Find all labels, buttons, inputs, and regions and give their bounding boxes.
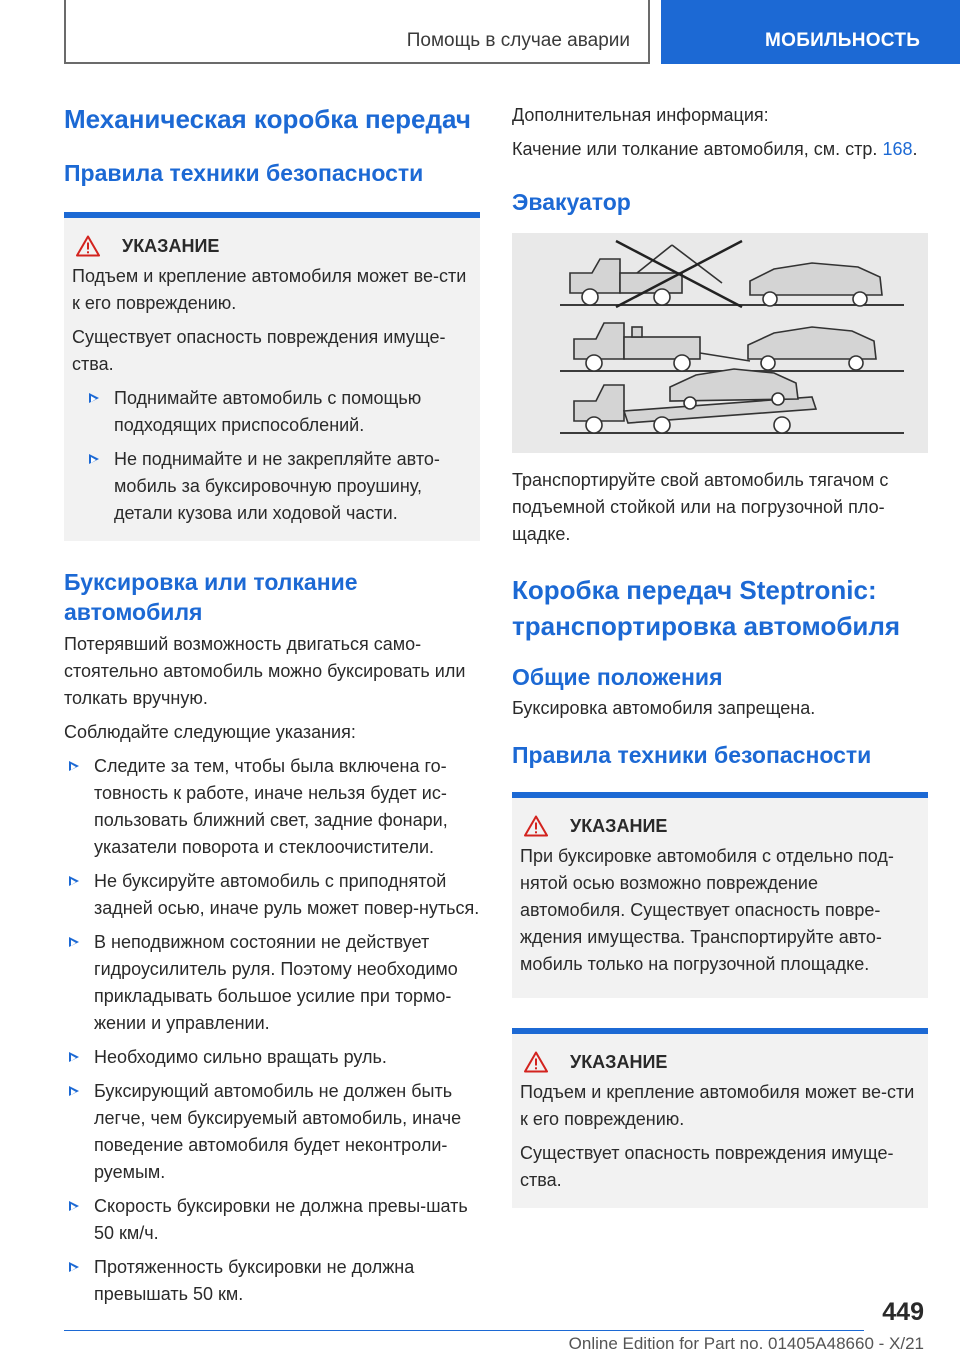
towing-instructions-lead: Соблюдайте следующие указания: bbox=[64, 722, 356, 742]
tow-truck-illustration bbox=[512, 233, 928, 453]
warning-bullet: Поднимайте автомобиль с помощью подходящих приспособлений. bbox=[84, 385, 472, 439]
warning-title bbox=[72, 235, 472, 257]
towing-bullet: Буксирующий автомобиль не должен быть легче, чем буксируемый автомобиль, иначе поведение автомобиля будет неконтроли-руемым. bbox=[64, 1078, 480, 1186]
warning-title bbox=[520, 1051, 920, 1073]
manual-gearbox-heading: Механическая коробка передач bbox=[64, 104, 471, 134]
warning-text-1: Подъем и крепление автомобиля может ве-сти к его повреждению. bbox=[72, 266, 467, 313]
footer-edition: Online Edition for Part no. 01405A48660 - X/21 bbox=[568, 1334, 924, 1353]
wrecker-text: Транспортируйте свой автомобиль тягачом с подъемной стойкой или на погрузочной пло-щадке. bbox=[512, 470, 889, 544]
towing-bullet: Не буксируйте автомобиль с приподнятой задней осью, иначе руль может повер-нуться. bbox=[64, 868, 480, 922]
header-chapter-label: МОБИЛЬНОСТЬ bbox=[765, 30, 921, 51]
towing-bullet: Скорость буксировки не должна превы-шать 50 км/ч. bbox=[64, 1193, 480, 1247]
warning-text-1: Подъем и крепление автомобиля может ве-сти к его повреждению. bbox=[520, 1082, 915, 1129]
warning-label: УКАЗАНИЕ bbox=[122, 235, 220, 256]
wrecker-heading: Эвакуатор bbox=[512, 189, 631, 215]
safety-rules-heading-right: Правила техники безопасности bbox=[512, 742, 872, 768]
warning-label: УКАЗАНИЕ bbox=[570, 815, 668, 836]
warning-text: При буксировке автомобиля с отдельно под-нятой осью возможно повреждение автомобиля. Существует опасность повре-ждения имущества. Транспортируйте авто-мобиль только на погрузочной площадке. bbox=[520, 846, 894, 974]
left-column bbox=[64, 102, 480, 1308]
additional-info-label: Дополнительная информация: bbox=[512, 105, 769, 125]
towing-heading: Буксировка или толкание автомобиля bbox=[64, 569, 358, 625]
towing-bullet: Необходимо сильно вращать руль. bbox=[64, 1044, 480, 1071]
header-chapter-tab[interactable] bbox=[661, 0, 960, 64]
safety-rules-heading: Правила техники безопасности bbox=[64, 160, 424, 186]
warning-text-2: Существует опасность повреждения имуще-ства. bbox=[520, 1143, 894, 1190]
towing-intro: Потерявший возможность двигаться само-стоятельно автомобиль можно буксировать или толкать вручную. bbox=[64, 634, 466, 708]
header-section-title: Помощь в случае аварии bbox=[406, 30, 630, 51]
towing-bullet: Протяженность буксировки не должна превышать 50 км. bbox=[64, 1254, 480, 1308]
warning-text-2: Существует опасность повреждения имуще-ства. bbox=[72, 327, 446, 374]
page-number: 449 bbox=[882, 1298, 924, 1326]
reference-text: Качение или толкание автомобиля, см. стр. bbox=[512, 139, 878, 159]
reference-end: . bbox=[912, 139, 918, 159]
general-heading: Общие положения bbox=[512, 664, 723, 690]
warning-box-lifting bbox=[64, 212, 480, 541]
footer-divider bbox=[64, 1330, 864, 1331]
warning-title bbox=[520, 815, 920, 837]
right-column bbox=[512, 102, 928, 1208]
warning-triangle-icon bbox=[524, 1051, 548, 1073]
towing-bullet: В неподвижном состоянии не действует гидроусилитель руля. Поэтому необходимо прикладывать большое усилие при тормо-жении и управлении. bbox=[64, 929, 480, 1037]
warning-label: УКАЗАНИЕ bbox=[570, 1051, 668, 1072]
warning-box-lifting-right bbox=[512, 1028, 928, 1208]
warning-bullet: Не поднимайте и не закрепляйте авто-мобиль за буксировочную проушину, детали кузова или ходовой части. bbox=[84, 446, 472, 527]
towing-bullet: Следите за тем, чтобы была включена го-товность к работе, иначе нельзя будет ис-пользовать ближний свет, задние фонари, указатели поворота и стеклоочистители. bbox=[64, 753, 480, 861]
page-link-168[interactable]: 168 bbox=[882, 139, 913, 159]
warning-triangle-icon bbox=[524, 815, 548, 837]
general-text: Буксировка автомобиля запрещена. bbox=[512, 698, 816, 718]
header-section-box bbox=[64, 0, 650, 64]
tow-truck-illustration-svg bbox=[512, 233, 928, 453]
additional-info-reference bbox=[512, 136, 928, 163]
warning-triangle-icon bbox=[76, 235, 100, 257]
warning-box-axle bbox=[512, 792, 928, 998]
steptronic-heading: Коробка передач Steptronic: транспортировка автомобиля bbox=[512, 575, 901, 641]
